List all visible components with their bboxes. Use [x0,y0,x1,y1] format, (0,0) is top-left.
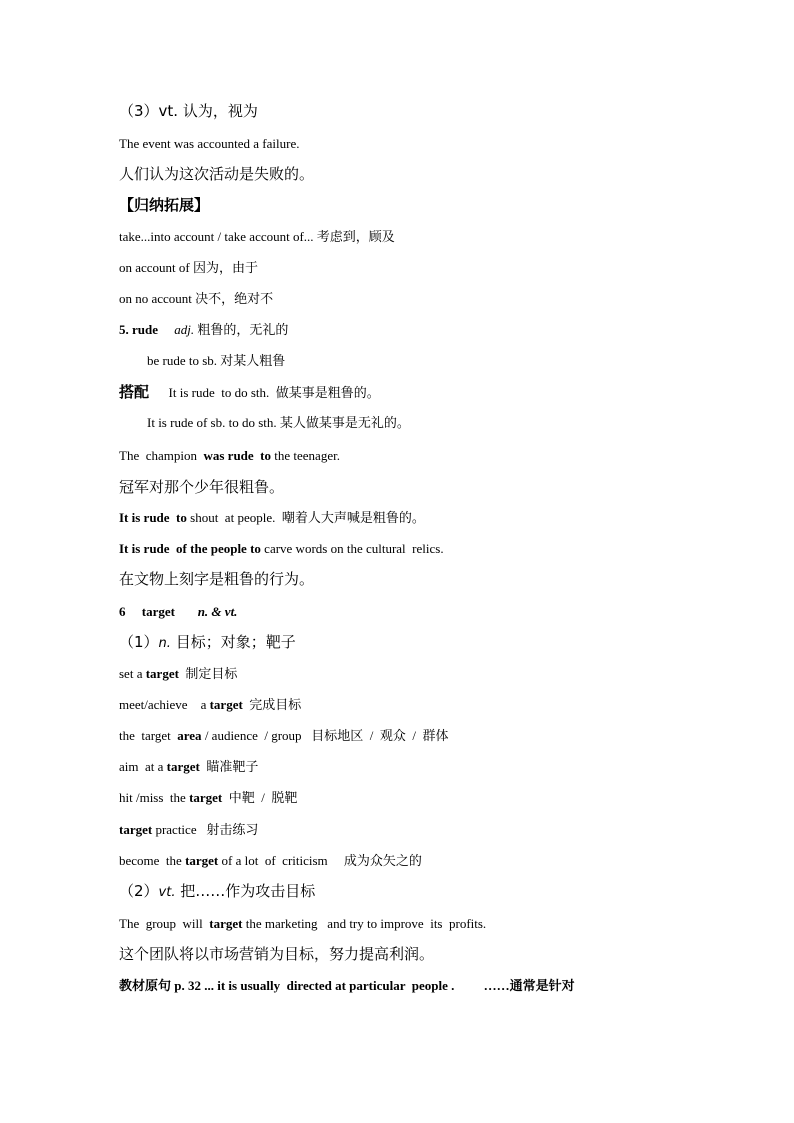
line-27: The group will target the marketing and try to improve its profits. [119,916,487,931]
line-1: （3）vt. 认为，视为 [119,102,258,120]
line-26: （2）vt. 把……作为攻击目标 [119,882,316,900]
line-20: meet/achieve a target 完成目标 [119,697,302,712]
line-5: take...into account / take account of... 考虑到，顾及 [119,229,395,244]
line-23: hit /miss the target 中靶 / 脱靶 [119,790,298,805]
line-14: It is rude to shout at people. 嘲着人大声喊是粗鲁的。 [119,510,425,525]
line-22: aim at a target 瞄准靶子 [119,759,259,774]
entry-heading-target: 6 target n. & vt. [119,604,238,619]
line-10: 搭配 It is rude to do sth. 做某事是粗鲁的。 [119,383,380,401]
line-19: set a target 制定目标 [119,666,238,681]
line-6: on account of 因为，由于 [119,260,259,275]
entry-heading-rude: 5. rude adj. 粗鲁的，无礼的 [119,322,289,337]
line-18: （1）n. 目标；对象；靶子 [119,633,296,651]
section-heading-summary: 【归纳拓展】 [119,196,210,214]
line-21: the target area / audience / group 目标地区 / 观众 / 群体 [119,728,449,743]
line-28: 这个团队将以市场营销为目标，努力提高利润。 [119,945,435,963]
line-15: It is rude of the people to carve words on the cultural relics. [119,541,444,556]
line-12: The champion was rude to the teenager. [119,448,340,463]
line-16: 在文物上刻字是粗鲁的行为。 [119,570,315,588]
line-11: It is rude of sb. to do sth. 某人做某事是无礼的。 [147,415,410,430]
line-24: target practice 射击练习 [119,822,259,837]
line-2: The event was accounted a failure. [119,136,300,151]
line-13: 冠军对那个少年很粗鲁。 [119,478,285,496]
line-9: be rude to sb. 对某人粗鲁 [147,353,286,368]
line-7: on no account 决不，绝对不 [119,291,274,306]
line-25: become the target of a lot of criticism 成为众矢之的 [119,853,422,868]
line-29-textbook-quote: 教材原句 p. 32 ... it is usually directed at particular people . ……通常是针对 [119,978,575,993]
line-3: 人们认为这次活动是失败的。 [119,165,315,183]
